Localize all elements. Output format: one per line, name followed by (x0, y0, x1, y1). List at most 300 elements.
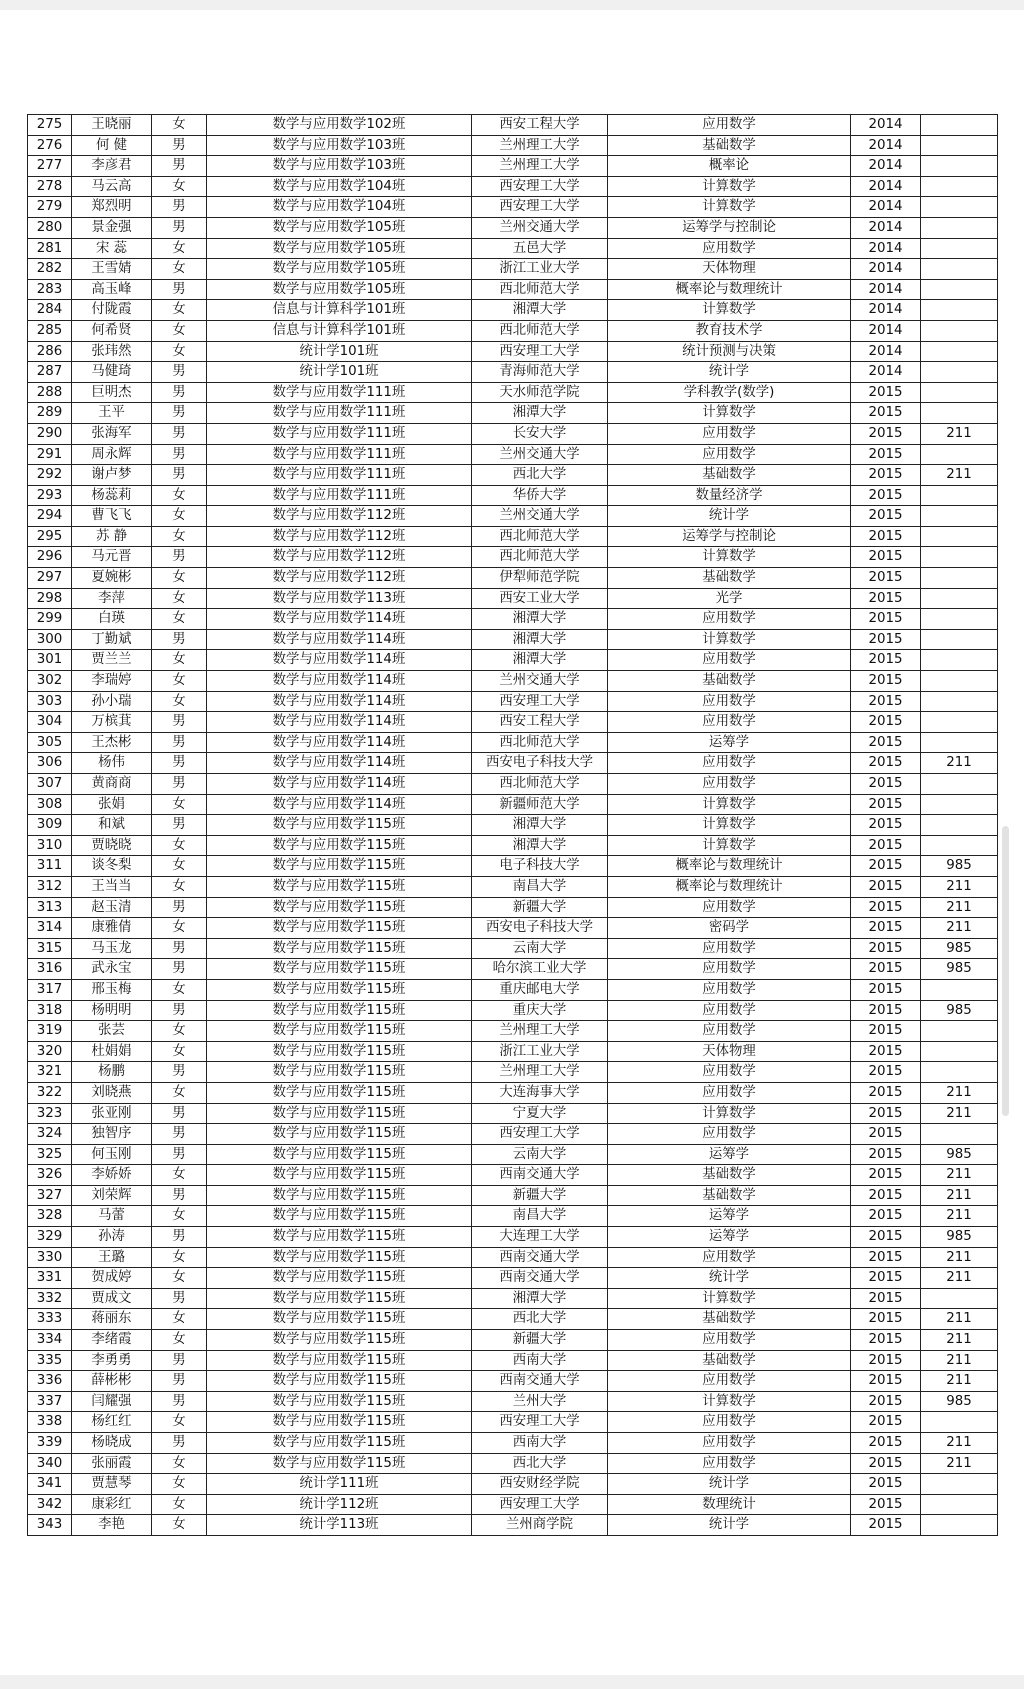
cell-gender: 男 (152, 547, 207, 568)
cell-rank (921, 609, 998, 630)
cell-year: 2015 (851, 876, 921, 897)
cell-class: 数学与应用数学111班 (207, 403, 472, 424)
cell-class: 数学与应用数学115班 (207, 979, 472, 1000)
cell-class: 数学与应用数学115班 (207, 959, 472, 980)
cell-year: 2015 (851, 1268, 921, 1289)
bottom-margin (0, 1675, 1024, 1689)
cell-university: 湘潭大学 (472, 650, 608, 671)
cell-number: 291 (28, 444, 72, 465)
cell-rank (921, 320, 998, 341)
cell-university: 西南交通大学 (472, 1268, 608, 1289)
cell-major: 数量经济学 (608, 485, 851, 506)
table-row (28, 1144, 998, 1165)
table-row (28, 156, 998, 177)
cell-year: 2015 (851, 423, 921, 444)
cell-number: 287 (28, 362, 72, 383)
cell-rank (921, 732, 998, 753)
cell-rank: 985 (921, 1000, 998, 1021)
table-row (28, 279, 998, 300)
cell-name: 何希贤 (72, 320, 152, 341)
cell-university: 兰州大学 (472, 1391, 608, 1412)
cell-university: 西南交通大学 (472, 1247, 608, 1268)
cell-gender: 男 (152, 732, 207, 753)
cell-year: 2015 (851, 1515, 921, 1536)
cell-gender: 男 (152, 403, 207, 424)
table-row (28, 1185, 998, 1206)
cell-year: 2015 (851, 547, 921, 568)
cell-number: 307 (28, 774, 72, 795)
cell-rank (921, 197, 998, 218)
table-row (28, 506, 998, 527)
cell-rank (921, 444, 998, 465)
cell-year: 2015 (851, 588, 921, 609)
cell-rank: 211 (921, 1082, 998, 1103)
cell-gender: 男 (152, 362, 207, 383)
cell-major: 应用数学 (608, 115, 851, 136)
cell-class: 数学与应用数学111班 (207, 485, 472, 506)
cell-university: 长安大学 (472, 423, 608, 444)
top-margin (0, 0, 1024, 10)
cell-major: 应用数学 (608, 609, 851, 630)
cell-rank (921, 774, 998, 795)
cell-class: 数学与应用数学114班 (207, 732, 472, 753)
cell-year: 2015 (851, 897, 921, 918)
cell-major: 应用数学 (608, 1021, 851, 1042)
cell-gender: 女 (152, 671, 207, 692)
cell-university: 兰州商学院 (472, 1515, 608, 1536)
cell-name: 武永宝 (72, 959, 152, 980)
cell-major: 应用数学 (608, 1124, 851, 1145)
cell-university: 华侨大学 (472, 485, 608, 506)
cell-major: 计算数学 (608, 176, 851, 197)
cell-rank (921, 815, 998, 836)
cell-major: 应用数学 (608, 938, 851, 959)
cell-class: 数学与应用数学115班 (207, 1453, 472, 1474)
cell-class: 数学与应用数学115班 (207, 1185, 472, 1206)
cell-number: 324 (28, 1124, 72, 1145)
table-row (28, 320, 998, 341)
cell-major: 计算数学 (608, 300, 851, 321)
cell-year: 2015 (851, 1082, 921, 1103)
cell-year: 2015 (851, 526, 921, 547)
cell-number: 297 (28, 568, 72, 589)
cell-university: 西安理工大学 (472, 176, 608, 197)
cell-major: 计算数学 (608, 1288, 851, 1309)
cell-rank: 985 (921, 1227, 998, 1248)
cell-name: 李绪霞 (72, 1330, 152, 1351)
cell-rank: 211 (921, 1206, 998, 1227)
cell-name: 宋 蕊 (72, 238, 152, 259)
table-row (28, 1227, 998, 1248)
cell-class: 数学与应用数学115班 (207, 815, 472, 836)
cell-gender: 男 (152, 1185, 207, 1206)
cell-rank (921, 341, 998, 362)
cell-rank: 985 (921, 1144, 998, 1165)
cell-class: 数学与应用数学111班 (207, 444, 472, 465)
cell-university: 湘潭大学 (472, 835, 608, 856)
table-row (28, 1391, 998, 1412)
table-row (28, 1412, 998, 1433)
table-row (28, 753, 998, 774)
cell-university: 西南大学 (472, 1350, 608, 1371)
cell-name: 景金强 (72, 217, 152, 238)
cell-year: 2015 (851, 732, 921, 753)
cell-class: 数学与应用数学112班 (207, 547, 472, 568)
cell-class: 数学与应用数学115班 (207, 1330, 472, 1351)
table-row (28, 1371, 998, 1392)
table-row (28, 835, 998, 856)
cell-university: 西安理工大学 (472, 1494, 608, 1515)
cell-major: 应用数学 (608, 897, 851, 918)
cell-number: 327 (28, 1185, 72, 1206)
cell-rank: 211 (921, 1247, 998, 1268)
cell-number: 317 (28, 979, 72, 1000)
cell-university: 哈尔滨工业大学 (472, 959, 608, 980)
cell-class: 数学与应用数学115班 (207, 876, 472, 897)
cell-name: 白瑛 (72, 609, 152, 630)
cell-number: 299 (28, 609, 72, 630)
cell-gender: 女 (152, 300, 207, 321)
cell-class: 数学与应用数学115班 (207, 1371, 472, 1392)
cell-number: 281 (28, 238, 72, 259)
table-row (28, 856, 998, 877)
cell-major: 应用数学 (608, 1412, 851, 1433)
cell-rank (921, 115, 998, 136)
cell-major: 计算数学 (608, 1103, 851, 1124)
cell-rank (921, 279, 998, 300)
cell-name: 康雅倩 (72, 918, 152, 939)
cell-year: 2015 (851, 444, 921, 465)
cell-name: 王当当 (72, 876, 152, 897)
cell-name: 和斌 (72, 815, 152, 836)
cell-class: 数学与应用数学114班 (207, 691, 472, 712)
cell-number: 304 (28, 712, 72, 733)
table-row (28, 197, 998, 218)
cell-number: 320 (28, 1041, 72, 1062)
cell-university: 新疆师范大学 (472, 794, 608, 815)
cell-name: 杨晓成 (72, 1433, 152, 1454)
cell-name: 王雪婧 (72, 259, 152, 280)
cell-name: 丁勤斌 (72, 629, 152, 650)
table-row (28, 1206, 998, 1227)
table-row (28, 1000, 998, 1021)
cell-year: 2014 (851, 362, 921, 383)
cell-class: 数学与应用数学115班 (207, 1041, 472, 1062)
cell-number: 293 (28, 485, 72, 506)
cell-major: 计算数学 (608, 547, 851, 568)
cell-rank: 211 (921, 1453, 998, 1474)
cell-year: 2015 (851, 382, 921, 403)
cell-number: 283 (28, 279, 72, 300)
cell-major: 基础数学 (608, 135, 851, 156)
cell-rank: 211 (921, 1350, 998, 1371)
table-row (28, 1288, 998, 1309)
cell-name: 刘晓燕 (72, 1082, 152, 1103)
cell-name: 贺成婷 (72, 1268, 152, 1289)
cell-university: 西南大学 (472, 1433, 608, 1454)
cell-university: 西安工程大学 (472, 712, 608, 733)
cell-number: 322 (28, 1082, 72, 1103)
cell-number: 338 (28, 1412, 72, 1433)
cell-rank (921, 835, 998, 856)
cell-major: 基础数学 (608, 568, 851, 589)
cell-rank: 211 (921, 876, 998, 897)
cell-number: 309 (28, 815, 72, 836)
cell-university: 兰州理工大学 (472, 1062, 608, 1083)
cell-year: 2015 (851, 794, 921, 815)
cell-name: 张亚刚 (72, 1103, 152, 1124)
cell-rank (921, 1041, 998, 1062)
cell-name: 贾晓晓 (72, 835, 152, 856)
table-row (28, 609, 998, 630)
cell-university: 西南交通大学 (472, 1165, 608, 1186)
cell-number: 314 (28, 918, 72, 939)
cell-class: 数学与应用数学115班 (207, 856, 472, 877)
cell-gender: 女 (152, 526, 207, 547)
cell-rank: 211 (921, 753, 998, 774)
cell-major: 统计学 (608, 362, 851, 383)
cell-year: 2015 (851, 1391, 921, 1412)
table-row (28, 1082, 998, 1103)
cell-number: 279 (28, 197, 72, 218)
cell-year: 2014 (851, 197, 921, 218)
cell-university: 西北师范大学 (472, 774, 608, 795)
cell-number: 326 (28, 1165, 72, 1186)
cell-year: 2014 (851, 279, 921, 300)
cell-rank (921, 1288, 998, 1309)
cell-university: 湘潭大学 (472, 629, 608, 650)
cell-university: 浙江工业大学 (472, 1041, 608, 1062)
cell-class: 数学与应用数学115班 (207, 938, 472, 959)
cell-major: 基础数学 (608, 1350, 851, 1371)
cell-major: 计算数学 (608, 815, 851, 836)
table-row (28, 732, 998, 753)
cell-number: 280 (28, 217, 72, 238)
scrollbar[interactable] (1002, 826, 1009, 1116)
cell-university: 兰州理工大学 (472, 1021, 608, 1042)
cell-gender: 女 (152, 568, 207, 589)
cell-major: 应用数学 (608, 712, 851, 733)
table-row (28, 423, 998, 444)
cell-number: 275 (28, 115, 72, 136)
cell-number: 310 (28, 835, 72, 856)
cell-gender: 女 (152, 1247, 207, 1268)
cell-major: 应用数学 (608, 1330, 851, 1351)
table-row (28, 794, 998, 815)
table-row (28, 1474, 998, 1495)
cell-university: 兰州交通大学 (472, 671, 608, 692)
table-row (28, 774, 998, 795)
cell-number: 288 (28, 382, 72, 403)
cell-rank (921, 1494, 998, 1515)
cell-rank: 211 (921, 1165, 998, 1186)
cell-name: 何玉刚 (72, 1144, 152, 1165)
cell-name: 邢玉梅 (72, 979, 152, 1000)
cell-year: 2015 (851, 938, 921, 959)
cell-university: 大连海事大学 (472, 1082, 608, 1103)
cell-year: 2015 (851, 1124, 921, 1145)
cell-number: 306 (28, 753, 72, 774)
cell-gender: 女 (152, 1041, 207, 1062)
cell-number: 290 (28, 423, 72, 444)
cell-year: 2014 (851, 238, 921, 259)
cell-name: 张海军 (72, 423, 152, 444)
cell-class: 数学与应用数学105班 (207, 238, 472, 259)
cell-class: 数学与应用数学115班 (207, 918, 472, 939)
cell-number: 316 (28, 959, 72, 980)
cell-class: 数学与应用数学112班 (207, 568, 472, 589)
cell-rank (921, 691, 998, 712)
cell-rank (921, 156, 998, 177)
cell-major: 统计学 (608, 1268, 851, 1289)
cell-number: 278 (28, 176, 72, 197)
cell-year: 2015 (851, 774, 921, 795)
cell-class: 数学与应用数学115班 (207, 1144, 472, 1165)
cell-gender: 女 (152, 794, 207, 815)
cell-year: 2015 (851, 691, 921, 712)
cell-year: 2015 (851, 485, 921, 506)
cell-class: 数学与应用数学105班 (207, 259, 472, 280)
cell-year: 2015 (851, 1144, 921, 1165)
cell-major: 概率论与数理统计 (608, 876, 851, 897)
cell-number: 334 (28, 1330, 72, 1351)
table-row (28, 959, 998, 980)
cell-major: 运筹学与控制论 (608, 526, 851, 547)
cell-major: 计算数学 (608, 403, 851, 424)
table-row (28, 115, 998, 136)
cell-rank (921, 1021, 998, 1042)
cell-year: 2015 (851, 650, 921, 671)
cell-name: 王璐 (72, 1247, 152, 1268)
cell-university: 天水师范学院 (472, 382, 608, 403)
cell-university: 西安理工大学 (472, 1412, 608, 1433)
cell-name: 李萍 (72, 588, 152, 609)
cell-major: 计算数学 (608, 629, 851, 650)
cell-name: 马玉龙 (72, 938, 152, 959)
cell-number: 298 (28, 588, 72, 609)
cell-class: 数学与应用数学115班 (207, 1288, 472, 1309)
cell-year: 2015 (851, 1227, 921, 1248)
cell-number: 285 (28, 320, 72, 341)
cell-year: 2015 (851, 1474, 921, 1495)
cell-rank (921, 403, 998, 424)
cell-university: 重庆邮电大学 (472, 979, 608, 1000)
cell-class: 数学与应用数学111班 (207, 465, 472, 486)
cell-university: 湘潭大学 (472, 300, 608, 321)
table-row (28, 1165, 998, 1186)
cell-rank: 985 (921, 938, 998, 959)
cell-year: 2015 (851, 856, 921, 877)
cell-number: 312 (28, 876, 72, 897)
cell-year: 2015 (851, 1453, 921, 1474)
cell-gender: 女 (152, 609, 207, 630)
cell-class: 数学与应用数学115班 (207, 1021, 472, 1042)
table-row (28, 1515, 998, 1536)
cell-gender: 女 (152, 691, 207, 712)
table-row (28, 1103, 998, 1124)
cell-major: 教育技术学 (608, 320, 851, 341)
cell-rank: 211 (921, 423, 998, 444)
cell-rank: 211 (921, 1433, 998, 1454)
cell-year: 2015 (851, 1494, 921, 1515)
cell-university: 西安财经学院 (472, 1474, 608, 1495)
cell-rank (921, 382, 998, 403)
cell-year: 2015 (851, 1000, 921, 1021)
cell-class: 数学与应用数学114班 (207, 650, 472, 671)
cell-number: 339 (28, 1433, 72, 1454)
cell-university: 西南交通大学 (472, 1371, 608, 1392)
cell-name: 万槟萁 (72, 712, 152, 733)
cell-university: 西北师范大学 (472, 320, 608, 341)
cell-major: 应用数学 (608, 1453, 851, 1474)
cell-gender: 男 (152, 1124, 207, 1145)
table-row (28, 1433, 998, 1454)
cell-number: 331 (28, 1268, 72, 1289)
cell-gender: 男 (152, 753, 207, 774)
cell-university: 西安电子科技大学 (472, 918, 608, 939)
cell-university: 西安理工大学 (472, 197, 608, 218)
table-row (28, 588, 998, 609)
cell-year: 2015 (851, 629, 921, 650)
cell-major: 运筹学 (608, 732, 851, 753)
cell-major: 应用数学 (608, 1371, 851, 1392)
cell-class: 数学与应用数学104班 (207, 197, 472, 218)
cell-rank (921, 300, 998, 321)
cell-university: 西北师范大学 (472, 526, 608, 547)
cell-gender: 男 (152, 197, 207, 218)
cell-university: 兰州理工大学 (472, 156, 608, 177)
cell-name: 杨明明 (72, 1000, 152, 1021)
cell-gender: 女 (152, 918, 207, 939)
cell-gender: 女 (152, 238, 207, 259)
cell-number: 319 (28, 1021, 72, 1042)
cell-gender: 男 (152, 1433, 207, 1454)
table-row (28, 1330, 998, 1351)
cell-rank (921, 1474, 998, 1495)
cell-number: 323 (28, 1103, 72, 1124)
cell-major: 概率论与数理统计 (608, 279, 851, 300)
cell-name: 张丽霞 (72, 1453, 152, 1474)
cell-university: 西北师范大学 (472, 732, 608, 753)
cell-gender: 女 (152, 320, 207, 341)
cell-number: 343 (28, 1515, 72, 1536)
table-row (28, 362, 998, 383)
cell-name: 杨蕊莉 (72, 485, 152, 506)
cell-class: 数学与应用数学111班 (207, 423, 472, 444)
cell-rank (921, 629, 998, 650)
table-row (28, 815, 998, 836)
cell-rank: 211 (921, 1103, 998, 1124)
cell-gender: 男 (152, 1288, 207, 1309)
cell-university: 新疆大学 (472, 1185, 608, 1206)
cell-gender: 男 (152, 815, 207, 836)
table-row (28, 1041, 998, 1062)
cell-year: 2015 (851, 979, 921, 1000)
cell-gender: 男 (152, 156, 207, 177)
cell-university: 兰州理工大学 (472, 135, 608, 156)
table-row (28, 1309, 998, 1330)
table-row (28, 629, 998, 650)
cell-name: 巨明杰 (72, 382, 152, 403)
cell-university: 湘潭大学 (472, 403, 608, 424)
cell-rank: 211 (921, 1268, 998, 1289)
cell-number: 318 (28, 1000, 72, 1021)
cell-class: 数学与应用数学115班 (207, 1309, 472, 1330)
cell-number: 313 (28, 897, 72, 918)
cell-university: 大连理工大学 (472, 1227, 608, 1248)
cell-year: 2015 (851, 1041, 921, 1062)
table-row (28, 238, 998, 259)
